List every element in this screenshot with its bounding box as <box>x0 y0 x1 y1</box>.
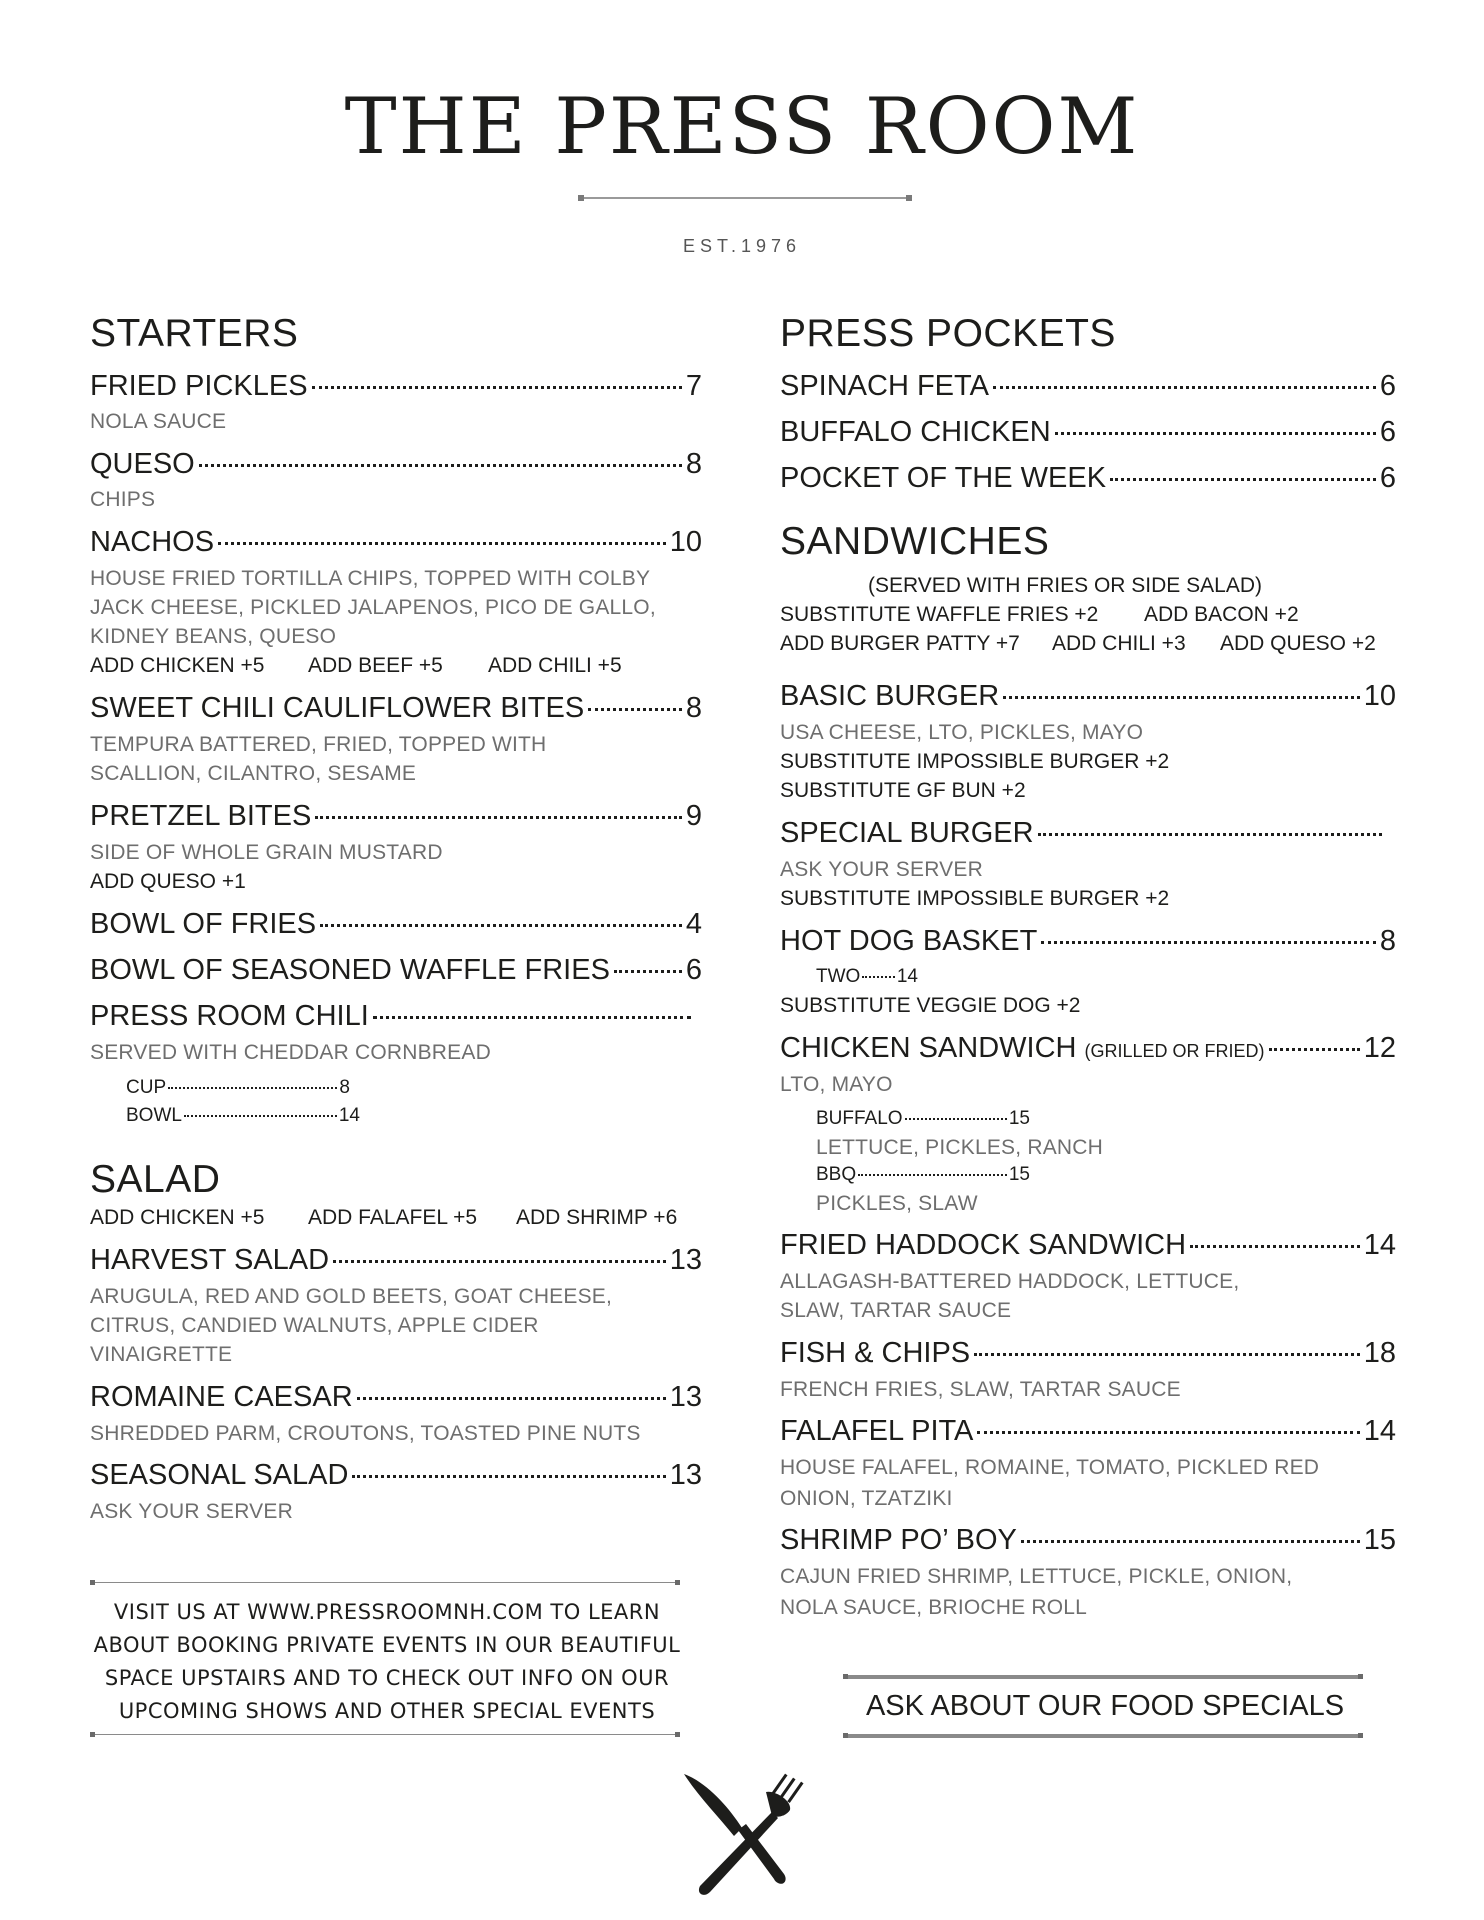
sandwich-served-note: (SERVED WITH FRIES OR SIDE SALAD) <box>868 574 1263 597</box>
addon-option: ADD QUESO +1 <box>90 870 246 893</box>
addon-option: ADD FALAFEL +5 <box>308 1206 478 1229</box>
item-description: HOUSE FALAFEL, ROMAINE, TOMATO, PICKLED RED <box>780 1456 1320 1479</box>
menu-item-pocket-of-the-week <box>780 462 1396 495</box>
item-name: HOT DOG BASKET <box>780 925 1038 957</box>
size-label: BOWL <box>126 1105 182 1126</box>
visit-line: VISIT US AT WWW.PRESSROOMNH.COM TO LEARN <box>113 1600 661 1624</box>
item-price: 14 <box>1363 1229 1396 1261</box>
variant-price: 15 <box>1008 1164 1030 1185</box>
food-specials-notice: ASK ABOUT OUR FOOD SPECIALS <box>865 1690 1345 1722</box>
menu-item-queso <box>90 448 702 481</box>
item-price: 6 <box>685 954 702 986</box>
item-name: SEASONAL SALAD <box>90 1459 349 1491</box>
item-name: FISH & CHIPS <box>780 1337 971 1369</box>
menu-item-pretzel-bites <box>90 800 702 833</box>
item-description: SCALLION, CILANTRO, SESAME <box>90 762 417 785</box>
menu-item-buffalo-chicken-pocket <box>780 416 1396 449</box>
item-price: 6 <box>1379 370 1396 402</box>
dot-leader <box>588 708 682 711</box>
visit-line: UPCOMING SHOWS AND OTHER SPECIAL EVENTS <box>118 1699 656 1723</box>
substitute-option: SUBSTITUTE VEGGIE DOG +2 <box>780 994 1081 1017</box>
menu-item-romaine-caesar <box>90 1381 702 1414</box>
visit-line: SPACE UPSTAIRS AND TO CHECK OUT INFO ON OUR <box>104 1666 670 1690</box>
item-price: 9 <box>685 800 702 832</box>
item-description: KIDNEY BEANS, QUESO <box>90 625 337 648</box>
item-description: VINAIGRETTE <box>90 1343 233 1366</box>
dot-leader <box>218 542 666 545</box>
visit-us-notice <box>92 1596 682 1728</box>
item-description: CAJUN FRIED SHRIMP, LETTUCE, PICKLE, ONION, <box>780 1565 1293 1588</box>
dot-leader <box>1269 1048 1360 1051</box>
substitute-option: SUBSTITUTE IMPOSSIBLE BURGER +2 <box>780 750 1170 773</box>
item-description: ONION, TZATZIKI <box>780 1487 953 1510</box>
item-name: FALAFEL PITA <box>780 1415 974 1447</box>
addon-option: ADD CHICKEN +5 <box>90 1206 265 1229</box>
item-price: 8 <box>685 692 702 724</box>
addon-option: ADD CHICKEN +5 <box>90 654 265 677</box>
item-description: JACK CHEESE, PICKLED JALAPENOS, PICO DE GALLO, <box>90 596 656 619</box>
item-price: 8 <box>685 448 702 480</box>
menu-item-special-burger <box>780 817 1386 850</box>
specials-bottom-rule <box>845 1734 1361 1738</box>
item-name: NACHOS <box>90 526 215 558</box>
item-name: FRIED HADDOCK SANDWICH <box>780 1229 1187 1261</box>
item-description: FRENCH FRIES, SLAW, TARTAR SAUCE <box>780 1378 1181 1401</box>
dot-leader <box>1003 696 1360 699</box>
menu-item-harvest-salad <box>90 1244 702 1277</box>
item-name: BOWL OF SEASONED WAFFLE FRIES <box>90 954 610 986</box>
sandwich-option: ADD QUESO +2 <box>1220 632 1376 655</box>
menu-item-bowl-of-fries <box>90 908 702 941</box>
item-name: HARVEST SALAD <box>90 1244 330 1276</box>
dot-leader <box>858 1174 1007 1176</box>
menu-item-fish-and-chips <box>780 1337 1396 1370</box>
dot-leader <box>1038 833 1382 836</box>
variant-price: 15 <box>1008 1108 1030 1129</box>
visit-line: ABOUT BOOKING PRIVATE EVENTS IN OUR BEAUTIFUL <box>93 1633 681 1657</box>
dot-leader <box>373 1016 691 1019</box>
size-option-two <box>816 966 918 988</box>
item-price: 10 <box>1363 680 1396 712</box>
item-note: (GRILLED OR FRIED) <box>1084 1041 1265 1061</box>
dot-leader <box>199 464 682 467</box>
section-heading-salad: SALAD <box>90 1158 221 1201</box>
item-description: SIDE OF WHOLE GRAIN MUSTARD <box>90 841 443 864</box>
section-heading-sandwiches: SANDWICHES <box>780 520 1050 563</box>
menu-item-chicken-sandwich <box>780 1032 1396 1065</box>
item-name: PRETZEL BITES <box>90 800 312 832</box>
dot-leader <box>315 816 682 819</box>
crossed-knife-fork-icon <box>680 1770 805 1900</box>
item-price: 12 <box>1363 1032 1396 1064</box>
menu-item-fried-pickles <box>90 370 702 403</box>
item-name: SHRIMP PO’ BOY <box>780 1524 1017 1556</box>
item-price: 7 <box>685 370 702 402</box>
menu-item-press-room-chili <box>90 1000 695 1033</box>
item-description: USA CHEESE, LTO, PICKLES, MAYO <box>780 721 1144 744</box>
item-name: BASIC BURGER <box>780 680 1000 712</box>
item-description: SERVED WITH CHEDDAR CORNBREAD <box>90 1041 491 1064</box>
item-description: NOLA SAUCE, BRIOCHE ROLL <box>780 1596 1088 1619</box>
variant-description: LETTUCE, PICKLES, RANCH <box>816 1136 1103 1159</box>
dot-leader <box>977 1431 1359 1434</box>
item-name: SPINACH FETA <box>780 370 989 402</box>
item-price: 6 <box>1379 416 1396 448</box>
dot-leader <box>1055 432 1376 435</box>
sandwich-option: ADD BACON +2 <box>1144 603 1299 626</box>
item-price: 14 <box>1363 1415 1396 1447</box>
item-name: SWEET CHILI CAULIFLOWER BITES <box>90 692 585 724</box>
size-price: 14 <box>896 966 918 987</box>
section-heading-starters: STARTERS <box>90 312 299 355</box>
item-name: QUESO <box>90 448 195 480</box>
variant-description: PICKLES, SLAW <box>816 1192 978 1215</box>
dot-leader <box>1190 1245 1360 1248</box>
size-label: CUP <box>126 1077 167 1098</box>
sandwich-option: SUBSTITUTE WAFFLE FRIES +2 <box>780 603 1099 626</box>
item-name: BOWL OF FRIES <box>90 908 317 940</box>
dot-leader <box>862 976 895 978</box>
menu-item-falafel-pita <box>780 1415 1396 1448</box>
menu-item-cauliflower-bites <box>90 692 702 725</box>
dot-leader <box>974 1353 1360 1356</box>
variant-option-bbq <box>816 1164 1030 1186</box>
item-name: CHICKEN SANDWICH <box>780 1032 1077 1064</box>
size-label: TWO <box>816 966 861 987</box>
menu-item-fried-haddock-sandwich <box>780 1229 1396 1262</box>
item-description: NOLA SAUCE <box>90 410 227 433</box>
item-description: SLAW, TARTAR SAUCE <box>780 1299 1012 1322</box>
menu-item-waffle-fries <box>90 954 702 987</box>
dot-leader <box>905 1118 1007 1120</box>
size-option-cup <box>126 1077 350 1099</box>
dot-leader <box>333 1260 666 1263</box>
dot-leader <box>1041 941 1376 944</box>
addon-option: ADD CHILI +5 <box>488 654 622 677</box>
menu-item-spinach-feta <box>780 370 1396 403</box>
dot-leader <box>168 1087 337 1089</box>
dot-leader <box>1021 1540 1360 1543</box>
item-name: POCKET OF THE WEEK <box>780 462 1107 494</box>
sandwich-option: ADD BURGER PATTY +7 <box>780 632 1020 655</box>
size-price: 8 <box>339 1077 350 1098</box>
dot-leader <box>614 970 682 973</box>
menu-item-shrimp-po-boy <box>780 1524 1396 1557</box>
variant-label: BBQ <box>816 1164 857 1185</box>
item-price: 13 <box>669 1244 702 1276</box>
visit-bottom-rule <box>92 1734 678 1735</box>
item-price: 8 <box>1379 925 1396 957</box>
dot-leader <box>1110 478 1376 481</box>
dot-leader <box>184 1115 337 1117</box>
item-name: BUFFALO CHICKEN <box>780 416 1051 448</box>
item-description: ASK YOUR SERVER <box>780 858 983 881</box>
item-description: ARUGULA, RED AND GOLD BEETS, GOAT CHEESE, <box>90 1285 613 1308</box>
item-description: LTO, MAYO <box>780 1073 893 1096</box>
title-divider <box>582 197 908 199</box>
item-price: 13 <box>669 1459 702 1491</box>
item-name: FRIED PICKLES <box>90 370 308 402</box>
item-name: SPECIAL BURGER <box>780 817 1034 849</box>
item-description: ASK YOUR SERVER <box>90 1500 293 1523</box>
item-price: 18 <box>1363 1337 1396 1369</box>
dot-leader <box>352 1475 665 1478</box>
substitute-option: SUBSTITUTE IMPOSSIBLE BURGER +2 <box>780 887 1170 910</box>
section-heading-press-pockets: PRESS POCKETS <box>780 312 1116 355</box>
item-price: 15 <box>1363 1524 1396 1556</box>
established-year: EST.1976 <box>682 236 802 256</box>
addon-option: ADD BEEF +5 <box>308 654 443 677</box>
item-description: ALLAGASH-BATTERED HADDOCK, LETTUCE, <box>780 1270 1240 1293</box>
item-description: TEMPURA BATTERED, FRIED, TOPPED WITH <box>90 733 547 756</box>
menu-item-basic-burger <box>780 680 1396 713</box>
addon-option: ADD SHRIMP +6 <box>516 1206 678 1229</box>
item-price: 13 <box>669 1381 702 1413</box>
item-price: 6 <box>1379 462 1396 494</box>
item-description: CITRUS, CANDIED WALNUTS, APPLE CIDER <box>90 1314 539 1337</box>
item-name: PRESS ROOM CHILI <box>90 1000 369 1032</box>
item-description: SHREDDED PARM, CROUTONS, TOASTED PINE NUTS <box>90 1422 641 1445</box>
item-price: 10 <box>669 526 702 558</box>
dot-leader <box>993 386 1376 389</box>
restaurant-title: THE PRESS ROOM <box>344 82 1140 172</box>
item-description: CHIPS <box>90 488 156 511</box>
item-price: 4 <box>685 908 702 940</box>
dot-leader <box>312 386 682 389</box>
specials-top-rule <box>845 1675 1361 1679</box>
menu-item-hot-dog-basket <box>780 925 1396 958</box>
visit-top-rule <box>92 1582 678 1583</box>
variant-label: BUFFALO <box>816 1108 903 1129</box>
item-name: ROMAINE CAESAR <box>90 1381 353 1413</box>
size-option-bowl <box>126 1105 360 1127</box>
size-price: 14 <box>338 1105 360 1126</box>
substitute-option: SUBSTITUTE GF BUN +2 <box>780 779 1026 802</box>
variant-option-buffalo <box>816 1108 1030 1130</box>
dot-leader <box>357 1397 666 1400</box>
dot-leader <box>320 924 682 927</box>
sandwich-option: ADD CHILI +3 <box>1052 632 1186 655</box>
menu-item-nachos <box>90 526 702 559</box>
item-description: HOUSE FRIED TORTILLA CHIPS, TOPPED WITH COLBY <box>90 567 651 590</box>
menu-item-seasonal-salad <box>90 1459 702 1492</box>
